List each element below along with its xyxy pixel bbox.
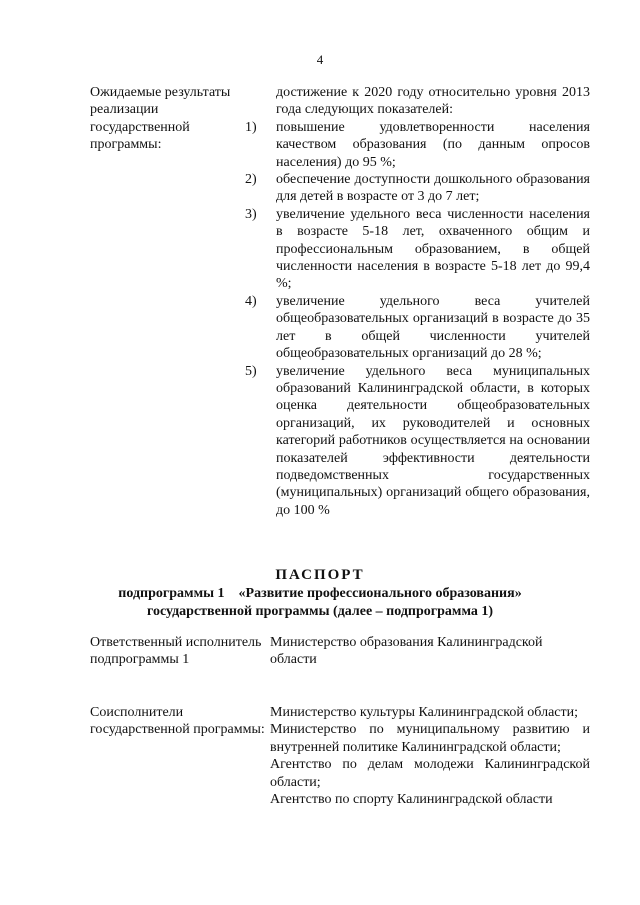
coexecutors-section: [90, 704, 590, 808]
list-item-number: 3): [245, 206, 257, 222]
subprogram-name: «Развитие профессионального образования»: [238, 586, 522, 601]
list-item-number: 2): [245, 172, 257, 188]
subprogram-subtitle: государственной программы (далее – подпрограмма 1): [146, 603, 494, 619]
expected-results-section: [90, 84, 590, 519]
expected-results-label: Ожидаемые результаты реализации государственной программы:: [90, 85, 231, 153]
list-item: [245, 171, 590, 206]
coexecutors-label: Соисполнители государственной программы:: [90, 705, 265, 738]
results-intro: достижение к 2020 году относительно уровня 2013 года следующих показателей:: [276, 85, 590, 118]
list-item: [245, 363, 590, 520]
list-item-text: повышение удовлетворенности населения качеством образования (по данным опросов населения) до 95 %;: [276, 119, 590, 170]
coexecutor-item: Агентство по делам молодежи Калининградской области;: [270, 757, 590, 790]
list-item-text: обеспечение доступности дошкольного образования для детей в возрасте от 3 до 7 лет;: [276, 172, 590, 205]
coexecutor-item: Агентство по спорту Калининградской области: [270, 792, 553, 808]
list-item-number: 5): [245, 363, 257, 379]
list-item-text: увеличение удельного веса численности населения в возрасте 5-18 лет, охваченного общим и профессиональным образованием, в общей численности населения в возрасте 5-18 лет до 99,4 %;: [276, 206, 590, 292]
list-item-text: увеличение удельного веса муниципальных образований Калининградской области, в которых оценка деятельности общеобразовательных организаций, их руководителей и основных категорий работников осуществляется на основании показателей эффективности деятельности подведомственных государственных (муниципальных) организаций общего образования, до 100 %: [276, 363, 590, 518]
page-number: 4: [316, 52, 324, 67]
coexecutor-item: Министерство культуры Калининградской области;: [270, 705, 578, 720]
responsible-value: Министерство образования Калининградской области: [270, 635, 543, 668]
responsible-section: [90, 634, 590, 669]
subprogram-heading: [0, 585, 640, 620]
subprogram-number: подпрограммы 1: [118, 586, 225, 601]
list-item: [245, 119, 590, 171]
list-item-text: увеличение удельного веса учителей общеобразовательных организаций в возрасте до 35 лет в общей численности учителей общеобразовательных организаций до 28 %;: [276, 293, 590, 362]
list-item-number: 1): [245, 119, 257, 135]
list-item: [245, 293, 590, 363]
coexecutors-list: [270, 704, 590, 808]
list-item-number: 4): [245, 293, 257, 309]
coexecutor-item: Министерство по муниципальному развитию и внутренней политике Калининградской области;: [270, 722, 590, 755]
responsible-label: Ответственный исполнитель подпрограммы 1: [90, 635, 262, 668]
expected-results-content: [245, 84, 590, 519]
passport-title: ПАСПОРТ: [275, 567, 365, 583]
list-item: [245, 206, 590, 293]
